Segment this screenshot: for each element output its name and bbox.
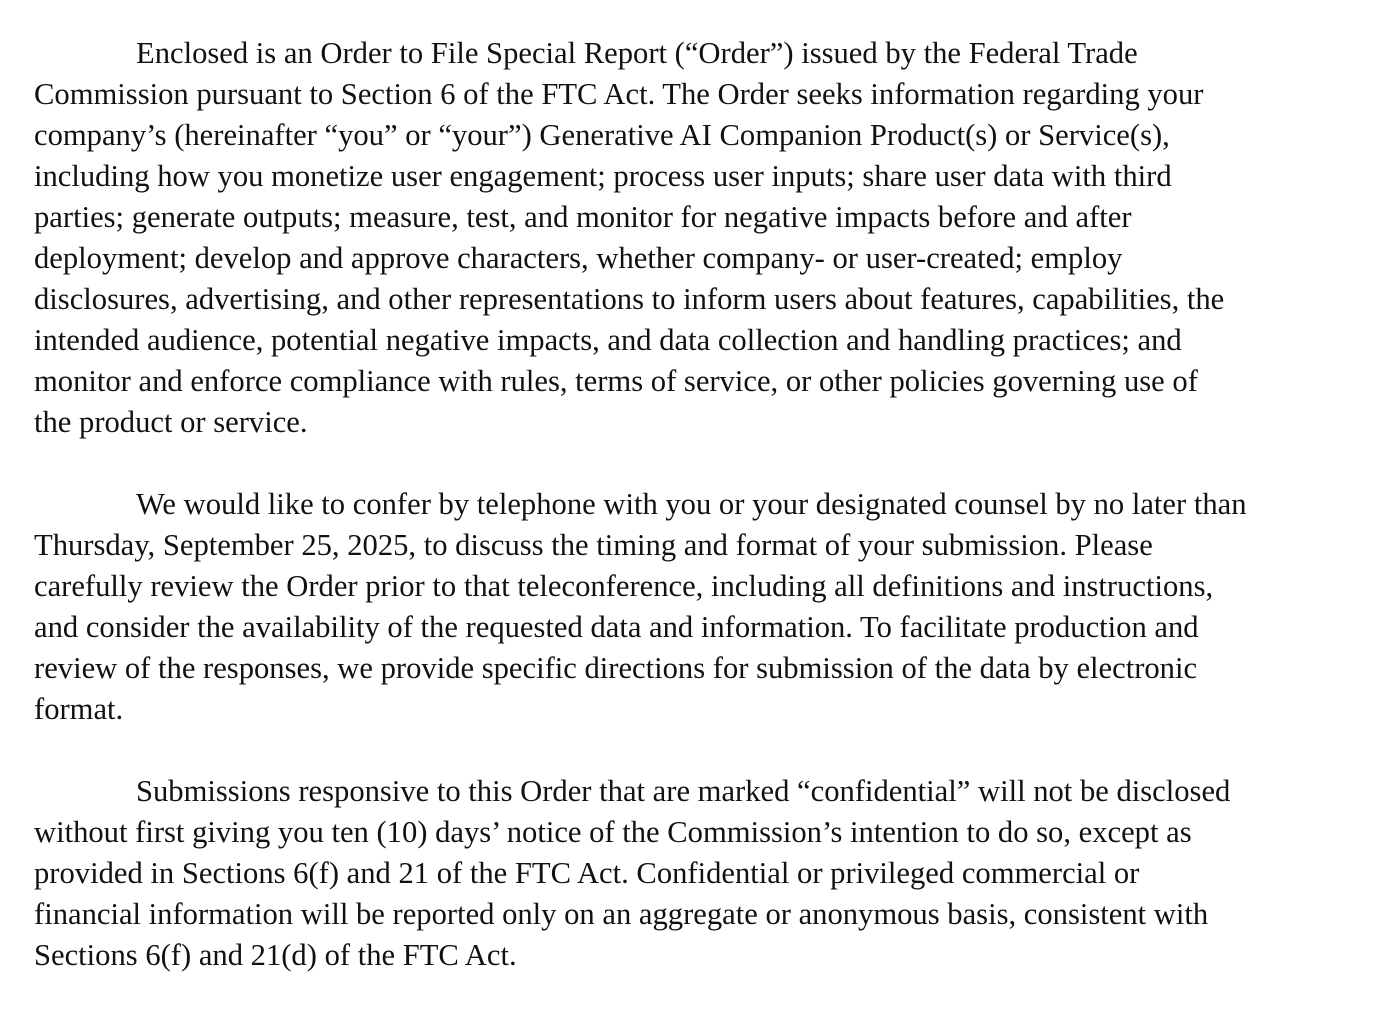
text-line: Commission pursuant to Section 6 of the FTC Act. The Order seeks information regarding your — [34, 77, 1204, 111]
text-line: Sections 6(f) and 21(d) of the FTC Act. — [34, 938, 517, 972]
paragraph-order-description — [34, 33, 1374, 443]
text-line: format. — [34, 692, 124, 726]
text-line: provided in Sections 6(f) and 21 of the FTC Act. Confidential or privileged commercial or — [34, 856, 1140, 890]
text-line: the product or service. — [34, 405, 308, 439]
text-line: carefully review the Order prior to that teleconference, including all definitions and instructions, — [34, 569, 1214, 603]
text-line: Submissions responsive to this Order that are marked “confidential” will not be disclosed — [136, 774, 1231, 808]
paragraph-confidentiality — [34, 771, 1374, 976]
text-line: including how you monetize user engagement; process user inputs; share user data with third — [34, 159, 1172, 193]
paragraph-teleconference-request — [34, 484, 1374, 730]
text-line: We would like to confer by telephone with you or your designated counsel by no later than — [136, 487, 1247, 521]
text-line: parties; generate outputs; measure, test, and monitor for negative impacts before and after — [34, 200, 1132, 234]
text-line: intended audience, potential negative impacts, and data collection and handling practices; and — [34, 323, 1182, 357]
text-line: monitor and enforce compliance with rules, terms of service, or other policies governing use of — [34, 364, 1198, 398]
text-line: and consider the availability of the requested data and information. To facilitate production and — [34, 610, 1199, 644]
text-line: without first giving you ten (10) days’ notice of the Commission’s intention to do so, except as — [34, 815, 1192, 849]
text-line: disclosures, advertising, and other representations to inform users about features, capabilities, the — [34, 282, 1225, 316]
document-body — [34, 33, 1374, 1017]
text-line: Enclosed is an Order to File Special Report (“Order”) issued by the Federal Trade — [136, 36, 1138, 70]
text-line: company’s (hereinafter “you” or “your”) Generative AI Companion Product(s) or Service(s), — [34, 118, 1170, 152]
text-line: deployment; develop and approve characters, whether company- or user-created; employ — [34, 241, 1123, 275]
text-line: review of the responses, we provide specific directions for submission of the data by electronic — [34, 651, 1198, 685]
text-line: financial information will be reported only on an aggregate or anonymous basis, consistent with — [34, 897, 1209, 931]
text-line: Thursday, September 25, 2025, to discuss the timing and format of your submission. Please — [34, 528, 1153, 562]
